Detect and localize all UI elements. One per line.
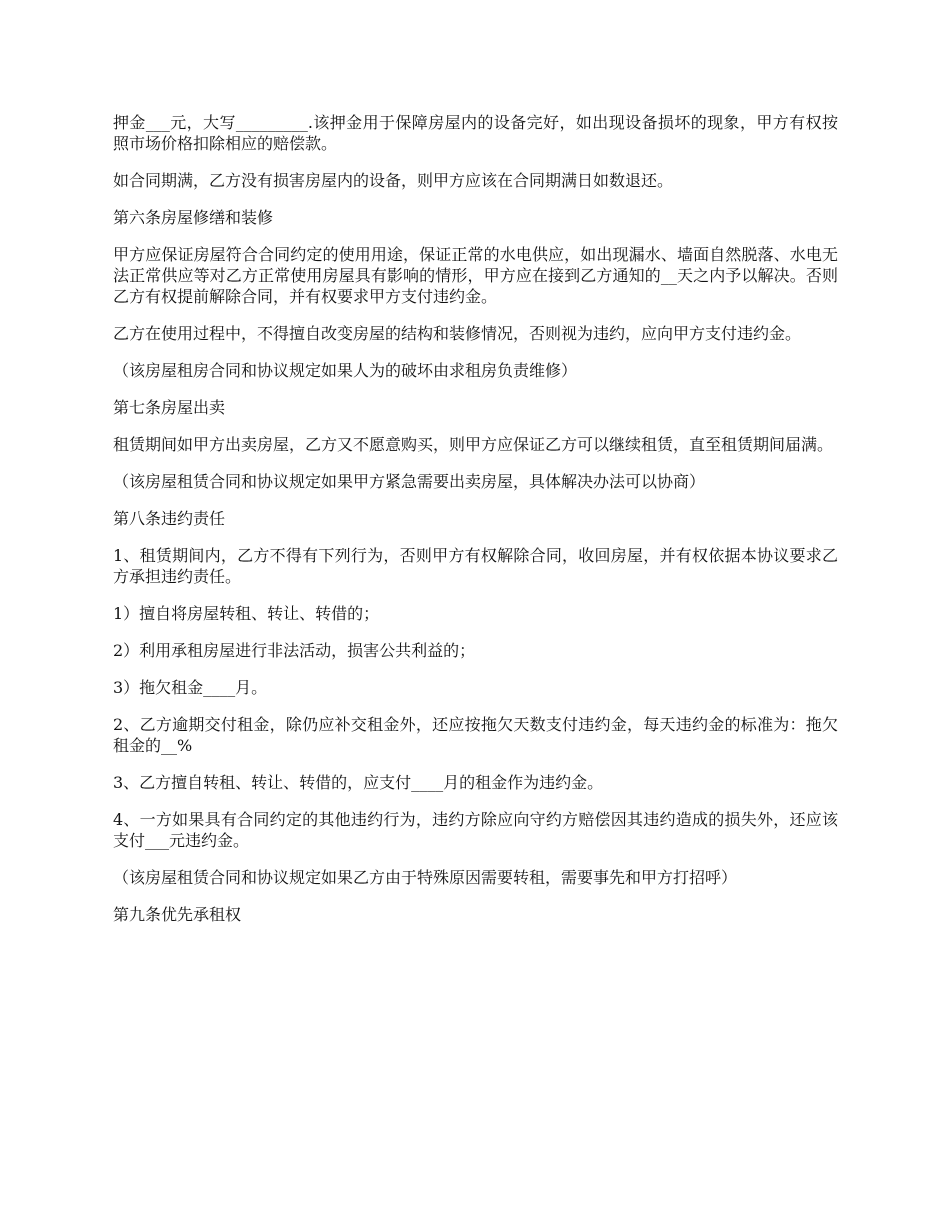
note-damage-repair: （该房屋租房合同和协议规定如果人为的破坏由求租房负责维修） — [113, 361, 578, 380]
clause-4-other-breach: 4、一方如果具有合同约定的其他违约行为，违约方除应向守约方赔偿因其违约造成的损失外，还应该支付___元违约金。 — [113, 810, 838, 850]
paragraph-house-sale: 租赁期间如甲方出卖房屋，乙方又不愿意购买，则甲方应保证乙方可以继续租赁，直至租赁期间届满。 — [113, 435, 834, 454]
paragraph-deposit-refund: 如合同期满，乙方没有损害房屋内的设备，则甲方应该在合同期满日如数退还。 — [113, 171, 674, 190]
note-special-sublet: （该房屋租赁合同和协议规定如果乙方由于特殊原因需要转租，需要事先和甲方打招呼） — [113, 868, 738, 887]
paragraph-tenant-no-alteration: 乙方在使用过程中，不得擅自改变房屋的结构和装修情况，否则视为违约，应向甲方支付违约金。 — [113, 324, 802, 343]
paragraph-deposit-amount: 押金___元，大写_________.该押金用于保障房屋内的设备完好，如出现设备损坏的现象，甲方有权按照市场价格扣除相应的赔偿款。 — [113, 113, 838, 153]
sub-item-2-illegal-use: 2）利用承租房屋进行非法活动，损害公共利益的； — [113, 641, 476, 660]
sub-item-3-rent-arrears: 3）拖欠租金____月。 — [113, 678, 268, 697]
note-urgent-sale: （该房屋租赁合同和协议规定如果甲方紧急需要出卖房屋，具体解决办法可以协商） — [113, 472, 706, 491]
document-body — [113, 112, 838, 941]
section-heading-article-6: 第六条房屋修缮和装修 — [113, 208, 274, 227]
clause-2-late-payment: 2、乙方逾期交付租金，除仍应补交租金外，还应按拖欠天数支付违约金，每天违约金的标准为：拖欠租金的__% — [113, 715, 838, 755]
section-heading-article-8: 第八条违约责任 — [113, 509, 226, 528]
clause-3-sublet-penalty: 3、乙方擅自转租、转让、转借的，应支付____月的租金作为违约金。 — [113, 773, 604, 792]
sub-item-1-sublet: 1）擅自将房屋转租、转让、转借的； — [113, 604, 380, 623]
paragraph-landlord-repair-duty: 甲方应保证房屋符合合同约定的使用用途，保证正常的水电供应，如出现漏水、墙面自然脱落、水电无法正常供应等对乙方正常使用房屋具有影响的情形，甲方应在接到乙方通知的__天之内予以解决。否则乙方有权提前解除合同，并有权要求甲方支付违约金。 — [113, 245, 838, 306]
clause-1-prohibited-acts: 1、租赁期间内，乙方不得有下列行为，否则甲方有权解除合同，收回房屋，并有权依据本协议要求乙方承担违约责任。 — [113, 546, 838, 586]
section-heading-article-7: 第七条房屋出卖 — [113, 398, 226, 417]
section-heading-article-9: 第九条优先承租权 — [113, 905, 242, 924]
